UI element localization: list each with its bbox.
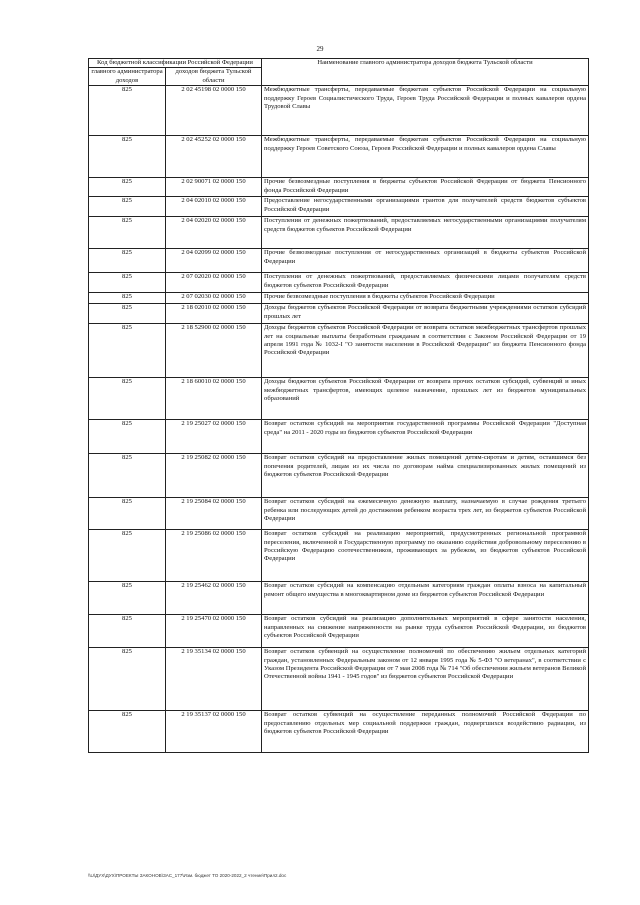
description-cell: Межбюджетные трансферты, передаваемые бюджетам субъектов Российской Федерации на социальную поддержку Героев Социалистического Труда, Героев Труда Российской Федерации и полных кавалеров ордена Трудовой Славы bbox=[262, 86, 589, 136]
admin-code-cell: 825 bbox=[89, 249, 166, 273]
admin-code-cell: 825 bbox=[89, 420, 166, 454]
income-code-cell: 2 19 25470 02 0000 150 bbox=[166, 615, 262, 648]
income-code-cell: 2 19 35137 02 0000 150 bbox=[166, 711, 262, 753]
table-row bbox=[89, 136, 589, 178]
description-cell: Доходы бюджетов субъектов Российской Федерации от возврата бюджетными учреждениями остатков субсидий прошлых лет bbox=[262, 304, 589, 324]
admin-code-cell: 825 bbox=[89, 324, 166, 378]
table-row bbox=[89, 293, 589, 304]
admin-code-cell: 825 bbox=[89, 711, 166, 753]
table-row bbox=[89, 615, 589, 648]
admin-code-cell: 825 bbox=[89, 136, 166, 178]
table-row bbox=[89, 498, 589, 530]
description-cell: Доходы бюджетов субъектов Российской Федерации от возврата прочих остатков субсидий, субвенций и иных межбюджетных трансфертов, имеющих целевое назначение, прошлых лет из бюджетов муниципальных образований bbox=[262, 378, 589, 420]
admin-code-cell: 825 bbox=[89, 86, 166, 136]
income-code-cell: 2 04 02010 02 0000 150 bbox=[166, 197, 262, 217]
description-cell: Возврат остатков субсидий на ежемесячную денежную выплату, назначаемую в случае рождения третьего ребенка или последующих детей до достижения ребенком возраста трех лет, из бюджетов субъектов Российской Федерации bbox=[262, 498, 589, 530]
table-row bbox=[89, 249, 589, 273]
admin-code-cell: 825 bbox=[89, 178, 166, 197]
table-row bbox=[89, 178, 589, 197]
page-number: 29 bbox=[316, 45, 324, 53]
table-row bbox=[89, 648, 589, 711]
admin-code-cell: 825 bbox=[89, 615, 166, 648]
table-row bbox=[89, 711, 589, 753]
income-code-cell: 2 02 45252 02 0000 150 bbox=[166, 136, 262, 178]
description-cell: Возврат остатков субсидий на реализацию мероприятий, предусмотренных региональной программой переселения, включенной в Государственную программу по оказанию содействия добровольному переселению в Российскую Федерацию соотечественников, проживающих за рубежом, из бюджетов субъектов Российской Федерации bbox=[262, 530, 589, 582]
description-cell: Прочие безвозмездные поступления в бюджеты субъектов Российской Федерации bbox=[262, 293, 589, 304]
table-body bbox=[89, 86, 589, 753]
description-cell: Возврат остатков субсидий на реализацию дополнительных мероприятий в сфере занятости населения, направленных на снижение напряженности на рынке труда субъектов Российской Федерации, из бюджетов субъектов Российской Федерации bbox=[262, 615, 589, 648]
admin-code-cell: 825 bbox=[89, 217, 166, 249]
table-row bbox=[89, 582, 589, 615]
file-path-footer: \\U\ДУХ\ДУХ\ПРОЕКТЫ ЗАКОНОВ\ЗАС_177\Изм. бюджет ТО 2020-2022_2 чтение\Прил2.doc bbox=[88, 873, 287, 878]
description-cell: Доходы бюджетов субъектов Российской Федерации от возврата остатков межбюджетных трансфертов прошлых лет на социальные выплаты безработным гражданам в соответствии с Законом Российской Федерации от 19 апреля 1991 года № 1032-I "О занятости населения в Российской Федерации" из бюджета Пенсионного фонда Российской Федерации bbox=[262, 324, 589, 378]
budget-code-table bbox=[88, 58, 589, 753]
description-cell: Возврат остатков субвенций на осуществление полномочий по обеспечению жильем отдельных категорий граждан, установленных Федеральным законом от 12 января 1995 года № 5-ФЗ "О ветеранах", в соответствии с Указом Президента Российской Федерации от 7 мая 2008 года № 714 "Об обеспечении жильем ветеранов Великой Отечественной войны 1941 - 1945 годов" из бюджетов субъектов Российской Федерации bbox=[262, 648, 589, 711]
description-cell: Предоставление негосударственными организациями грантов для получателей средств бюджетов субъектов Российской Федерации bbox=[262, 197, 589, 217]
header-income: доходов бюджета Тульской области bbox=[166, 68, 262, 86]
description-cell: Возврат остатков субсидий на предоставление жилых помещений детям-сиротам и детям, оставшимся без попечения родителей, лицам из их числа по договорам найма специализированных жилых помещений из бюджетов субъектов Российской Федерации bbox=[262, 454, 589, 498]
admin-code-cell: 825 bbox=[89, 530, 166, 582]
income-code-cell: 2 19 25084 02 0000 150 bbox=[166, 498, 262, 530]
description-cell: Поступления от денежных пожертвований, предоставляемых физическими лицами получателям средств бюджетов субъектов Российской Федерации bbox=[262, 273, 589, 293]
admin-code-cell: 825 bbox=[89, 197, 166, 217]
description-cell: Прочие безвозмездные поступления от негосударственных организаций в бюджеты субъектов Российской Федерации bbox=[262, 249, 589, 273]
income-code-cell: 2 07 02020 02 0000 150 bbox=[166, 273, 262, 293]
table-row bbox=[89, 420, 589, 454]
admin-code-cell: 825 bbox=[89, 648, 166, 711]
income-code-cell: 2 19 25462 02 0000 150 bbox=[166, 582, 262, 615]
income-code-cell: 2 19 25027 02 0000 150 bbox=[166, 420, 262, 454]
description-cell: Возврат остатков субвенций на осуществление переданных полномочий Российской Федерации по предоставлению отдельных мер социальной поддержки граждан, подвергшихся воздействию радиации, из бюджетов субъектов Российской Федерации bbox=[262, 711, 589, 753]
table-row bbox=[89, 273, 589, 293]
income-code-cell: 2 02 90071 02 0000 150 bbox=[166, 178, 262, 197]
admin-code-cell: 825 bbox=[89, 293, 166, 304]
table-row bbox=[89, 304, 589, 324]
header-name: Наименование главного администратора доходов бюджета Тульской области bbox=[262, 59, 589, 86]
table-row bbox=[89, 197, 589, 217]
income-code-cell: 2 18 02010 02 0000 150 bbox=[166, 304, 262, 324]
income-code-cell: 2 04 02020 02 0000 150 bbox=[166, 217, 262, 249]
income-code-cell: 2 07 02030 02 0000 150 bbox=[166, 293, 262, 304]
table-header-row bbox=[89, 59, 589, 68]
description-cell: Возврат остатков субсидий на компенсацию отдельным категориям граждан оплаты взноса на капитальный ремонт общего имущества в многоквартирном доме из бюджетов субъектов Российской Федерации bbox=[262, 582, 589, 615]
admin-code-cell: 825 bbox=[89, 378, 166, 420]
table-row bbox=[89, 454, 589, 498]
description-cell: Межбюджетные трансферты, передаваемые бюджетам субъектов Российской Федерации на социальную поддержку Героев Советского Союза, Героев Российской Федерации и полных кавалеров ордена Славы bbox=[262, 136, 589, 178]
income-code-cell: 2 19 35134 02 0000 150 bbox=[166, 648, 262, 711]
income-code-cell: 2 19 25082 02 0000 150 bbox=[166, 454, 262, 498]
admin-code-cell: 825 bbox=[89, 304, 166, 324]
description-cell: Возврат остатков субсидий на мероприятия государственной программы Российской Федерации "Доступная среда" на 2011 - 2020 годы из бюджетов субъектов Российской Федерации bbox=[262, 420, 589, 454]
table-row bbox=[89, 530, 589, 582]
table-row bbox=[89, 378, 589, 420]
income-code-cell: 2 02 45198 02 0000 150 bbox=[166, 86, 262, 136]
description-cell: Прочие безвозмездные поступления в бюджеты субъектов Российской Федерации от бюджета Пенсионного фонда Российской Федерации bbox=[262, 178, 589, 197]
table-row bbox=[89, 324, 589, 378]
admin-code-cell: 825 bbox=[89, 582, 166, 615]
admin-code-cell: 825 bbox=[89, 498, 166, 530]
description-cell: Поступления от денежных пожертвований, предоставляемых негосударственными организациями получателям средств бюджетов субъектов Российской Федерации bbox=[262, 217, 589, 249]
admin-code-cell: 825 bbox=[89, 454, 166, 498]
table-row bbox=[89, 86, 589, 136]
income-code-cell: 2 18 60010 02 0000 150 bbox=[166, 378, 262, 420]
income-code-cell: 2 19 25086 02 0000 150 bbox=[166, 530, 262, 582]
header-admin: главного администратора доходов bbox=[89, 68, 166, 86]
income-code-cell: 2 18 52900 02 0000 150 bbox=[166, 324, 262, 378]
income-code-cell: 2 04 02099 02 0000 150 bbox=[166, 249, 262, 273]
table-row bbox=[89, 217, 589, 249]
admin-code-cell: 825 bbox=[89, 273, 166, 293]
header-kbk-group: Код бюджетной классификации Российской Федерации bbox=[89, 59, 262, 68]
